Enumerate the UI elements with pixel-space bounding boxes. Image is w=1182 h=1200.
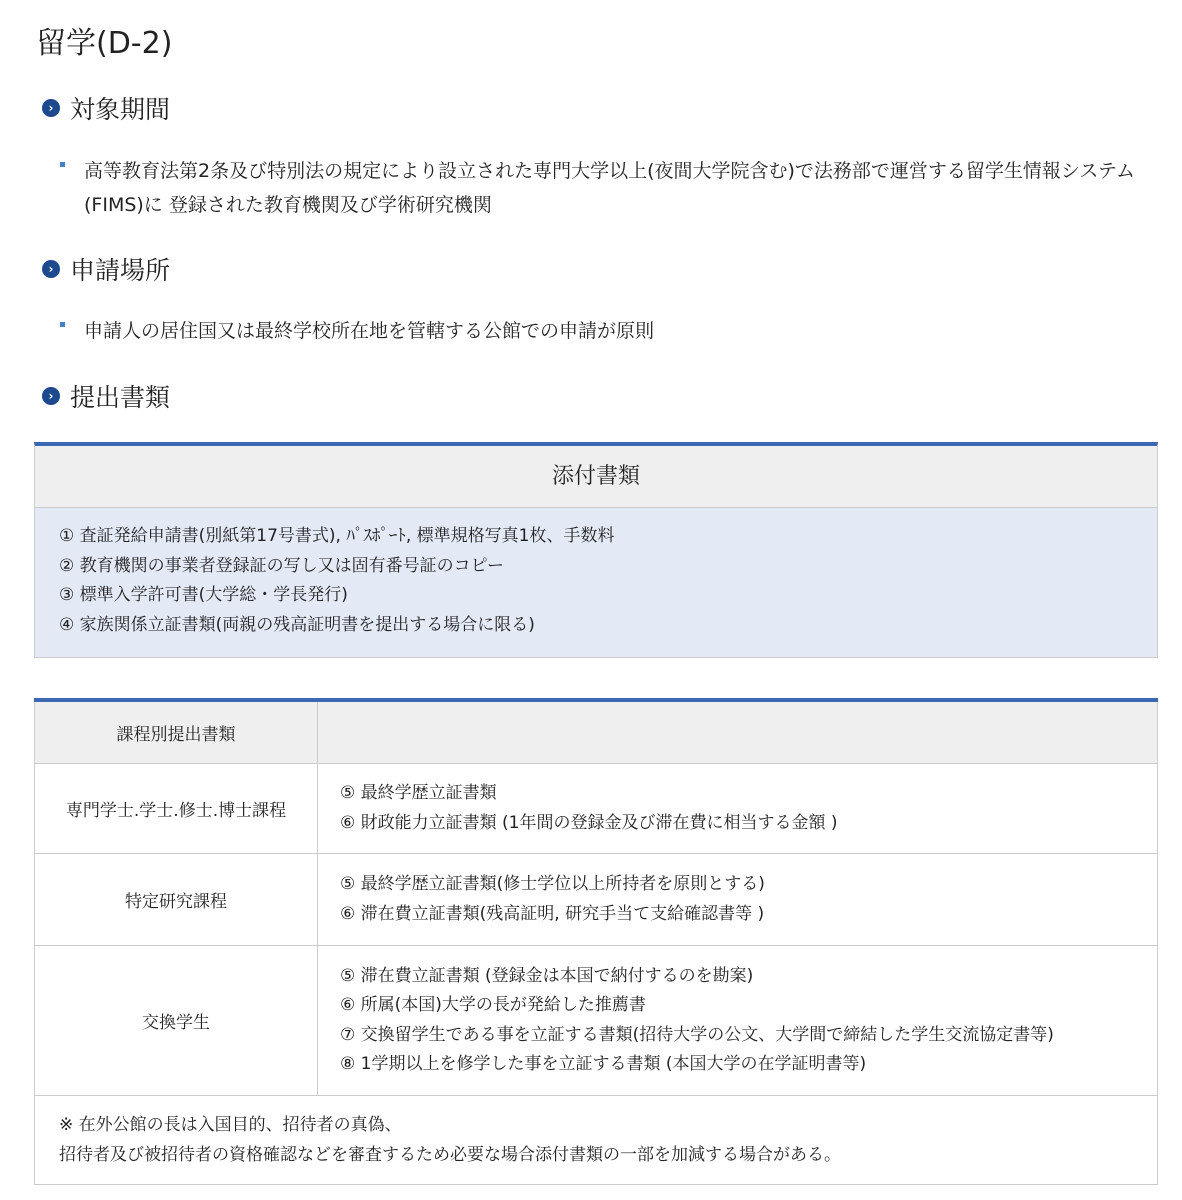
page-title: 留学(D-2) [36, 26, 173, 61]
doc-item: ⑥ 所属(本国)大学の長が発給した推薦書 [340, 995, 646, 1015]
empty-header-cell [318, 700, 1158, 764]
note-row [35, 1096, 1158, 1185]
table-row [35, 854, 1158, 946]
note [35, 1096, 1158, 1185]
course-label: 専門学士.学士.修士.博士課程 [35, 764, 318, 854]
chevron-right-circle-icon: › [42, 99, 60, 117]
doc-item: ⑤ 最終学歴立証書類 [340, 783, 497, 803]
list-item [60, 154, 1150, 222]
attached-item: ② 教育機関の事業者登録証の写し又は固有番号証のコピー [59, 555, 504, 576]
attached-item: ④ 家族関係立証書類(両親の残高証明書を提出する場合に限る) [59, 614, 535, 635]
doc-item: ⑥ 滞在費立証書類(残高証明, 研究手当て支給確認書等 ) [340, 903, 765, 924]
course-label: 特定研究課程 [35, 854, 318, 946]
list-item [60, 314, 1150, 348]
note-line: 招待者及び被招待者の資格確認などを審査するため必要な場合添付書類の一部を加減する場合がある。 [59, 1145, 841, 1165]
doc-item: ⑤ 滞在費立証書類 (登録金は本国で納付するのを勘案) [340, 965, 754, 986]
note-line: ※ 在外公館の長は入国目的、招待者の真偽、 [59, 1115, 402, 1135]
attached-list [35, 508, 1157, 657]
attached-item: ① 査証発給申請書(別紙第17号書式), ﾊﾟｽﾎﾟｰﾄ, 標準規格写真1枚、手数料 [59, 526, 615, 546]
section-heading-period [42, 90, 170, 126]
doc-item: ⑤ 最終学歴立証書類(修士学位以上所持者を原則とする) [340, 874, 765, 894]
course-label: 交換学生 [35, 946, 318, 1096]
course-documents-table [34, 698, 1158, 1185]
course-items [318, 946, 1158, 1096]
table-row [35, 946, 1158, 1096]
doc-item: ⑦ 交換留学生である事を立証する書類(招待大学の公文、大学間で締結した学生交流協定書等) [340, 1024, 1054, 1045]
bullet-icon [60, 162, 65, 167]
doc-item: ⑥ 財政能力立証書類 (1年間の登録金及び滞在費に相当する金額 ) [340, 812, 838, 833]
section-heading-documents [42, 378, 170, 414]
chevron-right-circle-icon: › [42, 260, 60, 278]
attached-documents-box [34, 442, 1158, 658]
course-items [318, 764, 1158, 854]
bullet-icon [60, 322, 65, 327]
course-items [318, 854, 1158, 946]
course-header: 課程別提出書類 [35, 700, 318, 764]
attached-header: 添付書類 [35, 446, 1157, 508]
heading-text: 申請場所 [70, 256, 171, 285]
item-text: 高等教育法第2条及び特別法の規定により設立された専門大学以上(夜間大学院含む)で法務部で運営する留学生情報システム(FIMS)に 登録された教育機関及び学術研究機関 [84, 160, 1136, 216]
chevron-right-circle-icon: › [42, 387, 60, 405]
heading-text: 提出書類 [70, 383, 171, 412]
table-row [35, 764, 1158, 854]
doc-item: ⑧ 1学期以上を修学した事を立証する書類 (本国大学の在学証明書等) [340, 1054, 867, 1074]
item-text: 申請人の居住国又は最終学校所在地を管轄する公館での申請が原則 [84, 320, 655, 342]
heading-text: 対象期間 [70, 95, 171, 124]
section-heading-place [42, 251, 170, 287]
attached-item: ③ 標準入学許可書(大学総・学長発行) [59, 585, 348, 605]
table-header-row [35, 700, 1158, 764]
